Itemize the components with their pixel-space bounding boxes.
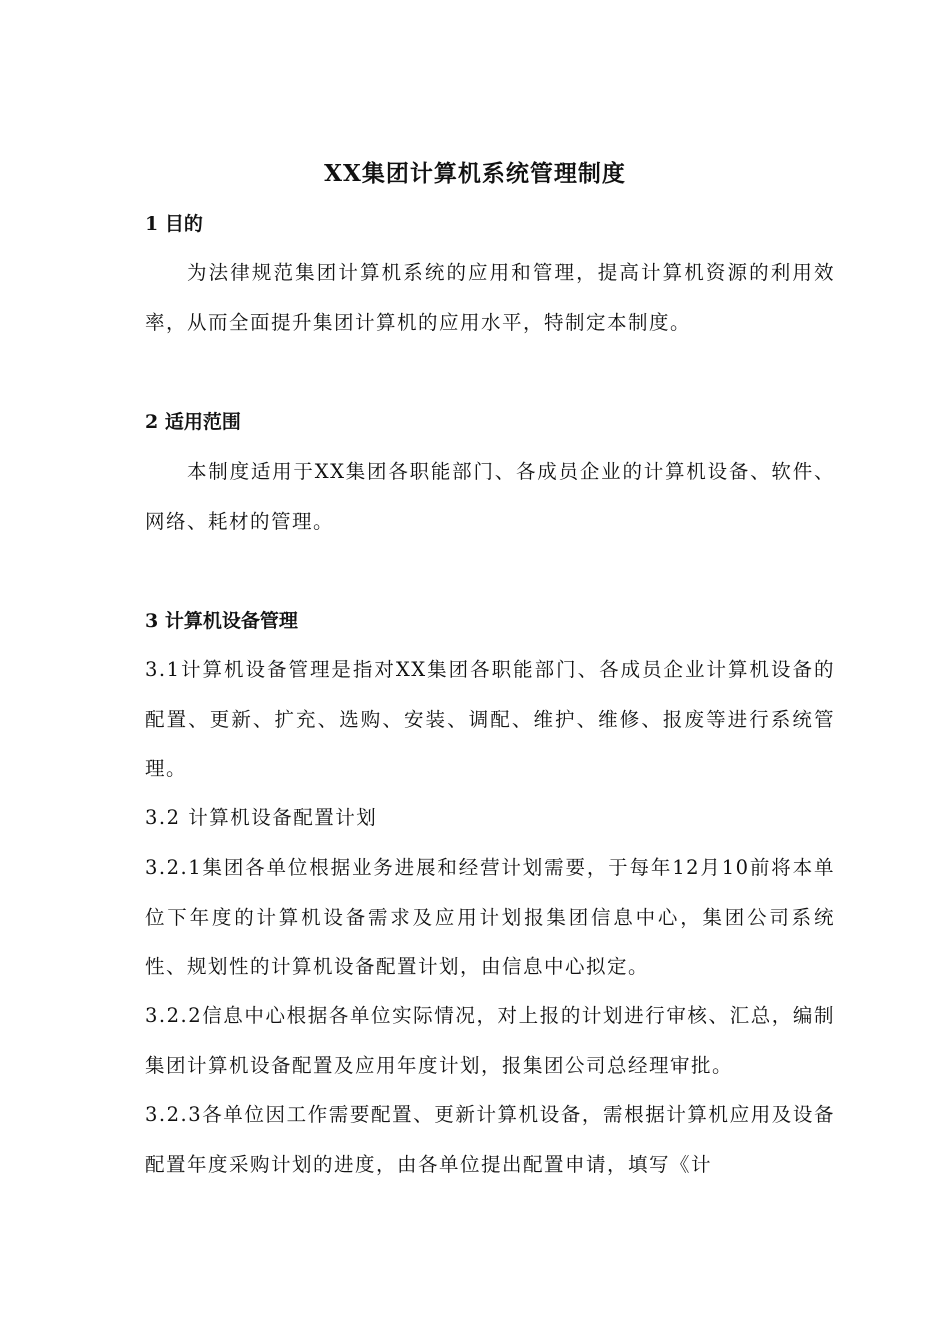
section-scope-paragraph: 本制度适用于XX集团各职能部门、各成员企业的计算机设备、软件、网络、耗材的管理。 [145,460,835,533]
clause-3-1-paragraph: 3.1计算机设备管理是指对XX集团各职能部门、各成员企业计算机设备的配置、更新、扩充、选购、安装、调配、维护、维修、报废等进行系统管理。 [145,658,835,780]
document-title: XX集团计算机系统管理制度 [324,160,626,187]
clause-3-2-3-paragraph: 3.2.3各单位因工作需要配置、更新计算机设备，需根据计算机应用及设备配置年度采购计划的进度，由各单位提出配置申请，填写《计 [145,1103,835,1176]
section-heading-equipment: 3 计算机设备管理 [145,610,298,632]
clause-3-2-heading: 3.2 计算机设备配置计划 [145,806,378,829]
clause-3-2-1-paragraph: 3.2.1集团各单位根据业务进展和经营计划需要，于每年12月10前将本单位下年度的计算机设备需求及应用计划报集团信息中心，集团公司系统性、规划性的计算机设备配置计划，由信息中心拟定。 [145,856,835,978]
section-purpose-paragraph: 为法律规范集团计算机系统的应用和管理，提高计算机资源的利用效率，从而全面提升集团计算机的应用水平，特制定本制度。 [145,261,835,334]
section-heading-purpose: 1 目的 [145,213,203,235]
clause-3-2-2-paragraph: 3.2.2信息中心根据各单位实际情况，对上报的计划进行审核、汇总，编制集团计算机设备配置及应用年度计划，报集团公司总经理审批。 [145,1004,835,1077]
section-heading-scope: 2 适用范围 [145,411,241,433]
